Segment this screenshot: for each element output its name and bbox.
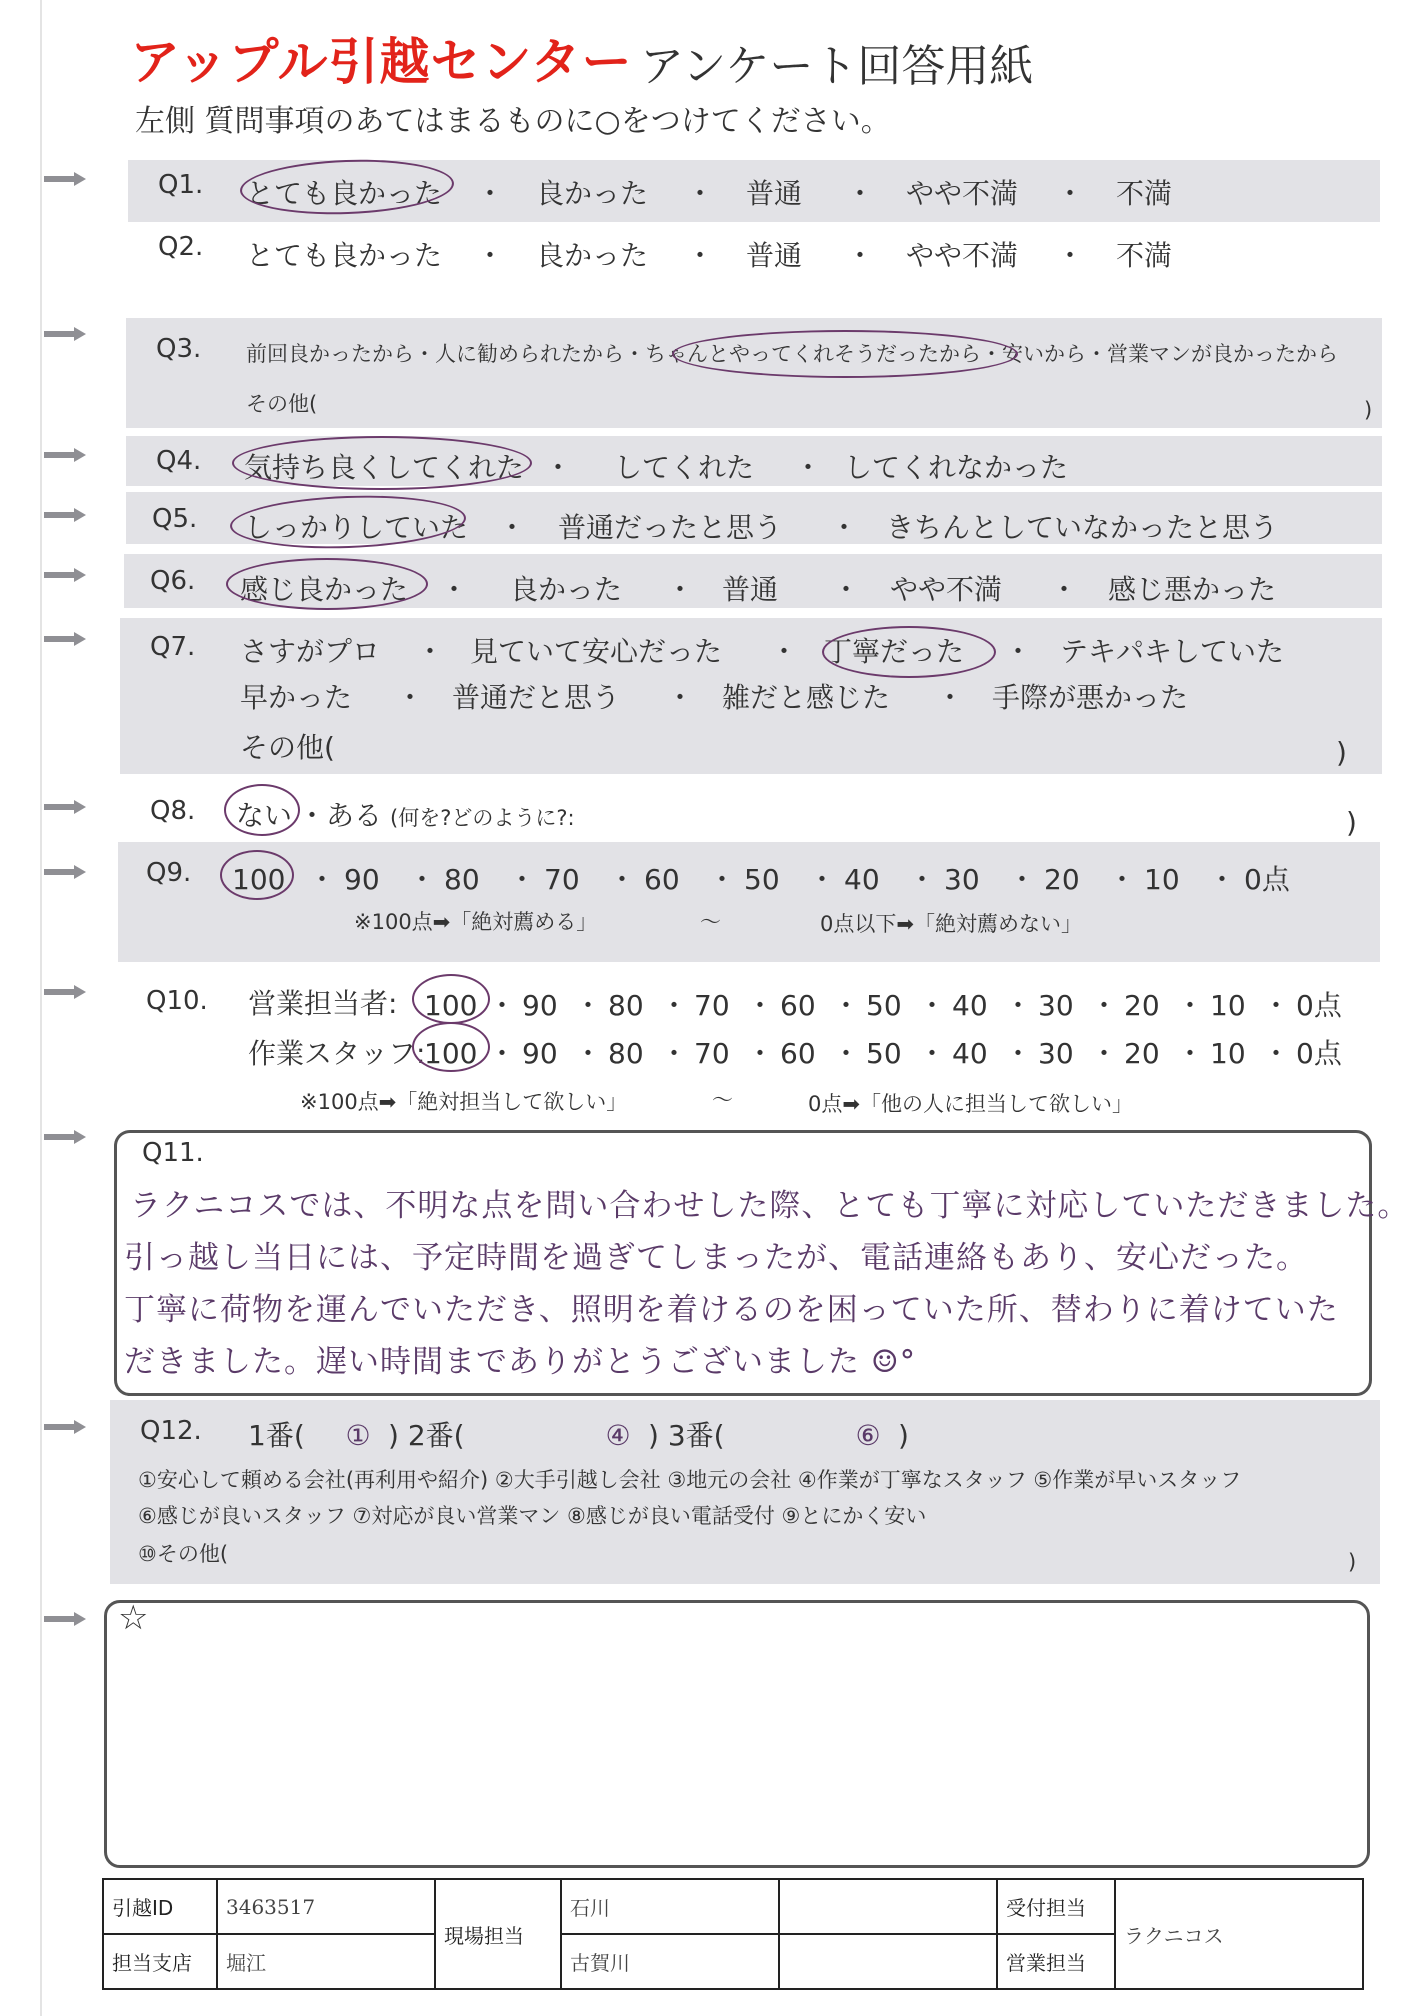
q7-selected-circle bbox=[822, 626, 996, 678]
row-arrow-icon bbox=[44, 172, 88, 186]
branch-label: 担当支店 bbox=[103, 1934, 217, 1989]
q9-score[interactable]: 10 bbox=[1144, 863, 1180, 896]
q4-opt[interactable]: してくれなかった bbox=[844, 451, 1069, 484]
staff-name-value: ラクニコス bbox=[1115, 1879, 1363, 1989]
q9-scores: 100 ・ 90 ・ 80 ・ 70 ・ 60 ・ 50 ・ 40 ・ 30 ・ 20 ・ 10 ・ 0点 bbox=[232, 858, 1290, 898]
q10-sales-score[interactable]: 80 bbox=[608, 989, 644, 1022]
row-arrow-icon bbox=[44, 568, 88, 582]
q2-opt[interactable]: 良かった bbox=[536, 239, 649, 272]
q12-rank-2-value[interactable]: ④ bbox=[605, 1419, 631, 1452]
q6-label: Q6. bbox=[150, 566, 196, 596]
q10-note-left: ※100点➡「絶対担当して欲しい」 bbox=[300, 1090, 628, 1114]
q4-label: Q4. bbox=[156, 446, 202, 476]
q7-opt[interactable]: 丁寧だった bbox=[824, 635, 965, 668]
row-arrow-icon bbox=[44, 1612, 88, 1626]
q3-options[interactable]: 前回良かったから・人に勧められたから・ちゃんとやってくれそうだったから・安いから・営業マンが良かったから bbox=[246, 342, 1338, 366]
q10-staff-selected-circle bbox=[412, 1022, 490, 1072]
q10-staff-score[interactable]: 10 bbox=[1210, 1037, 1246, 1070]
q10-sales-score[interactable]: 10 bbox=[1210, 989, 1246, 1022]
q10-staff-score[interactable]: 40 bbox=[952, 1037, 988, 1070]
q8-hint: (何を?どのように?: bbox=[390, 806, 575, 830]
q9-score[interactable]: 20 bbox=[1044, 863, 1080, 896]
q7-opt[interactable]: 早かった bbox=[240, 681, 353, 714]
row-arrow-icon bbox=[44, 448, 88, 462]
q11-answer-line: 丁寧に荷物を運んでいただき、照明を着けるのを困っていた所、替わりに着けていた bbox=[124, 1292, 1339, 1328]
q8-opt-none[interactable]: ない bbox=[236, 799, 293, 832]
star-icon: ☆ bbox=[118, 1598, 149, 1638]
q5-options: しっかりしていた ・ 普通だったと思う ・ きちんとしていなかったと思う bbox=[244, 506, 1278, 546]
q2-opt[interactable]: やや不満 bbox=[906, 239, 1019, 272]
q12-choices-close: ) bbox=[1348, 1550, 1357, 1574]
q5-label: Q5. bbox=[152, 504, 198, 534]
q8-options: ない ・ある (何を?どのように?: bbox=[236, 794, 575, 834]
q10-staff-score[interactable]: 60 bbox=[780, 1037, 816, 1070]
empty-cell bbox=[779, 1934, 997, 1989]
q9-score[interactable]: 0点 bbox=[1244, 863, 1290, 896]
q3-other-close: ) bbox=[1364, 398, 1373, 422]
q10-sales-score[interactable]: 40 bbox=[952, 989, 988, 1022]
row-arrow-icon bbox=[44, 508, 88, 522]
q1-opt[interactable]: 不満 bbox=[1116, 177, 1173, 210]
q10-staff-scores: 100 ・ 90 ・ 80 ・ 70 ・ 60 ・ 50 ・ 40 ・ 30 ・ 20 ・ 10 ・ 0点 bbox=[424, 1032, 1342, 1072]
q3-other[interactable]: その他( bbox=[246, 392, 318, 416]
q6-opt[interactable]: 感じ悪かった bbox=[1108, 573, 1277, 606]
q7-other-close: ) bbox=[1336, 736, 1347, 769]
q11-answer-line: 引っ越し当日には、予定時間を過ぎてしまったが、電話連絡もあり、安心だった。 bbox=[124, 1240, 1308, 1276]
site-staff-label: 現場担当 bbox=[435, 1879, 561, 1989]
q7-label: Q7. bbox=[150, 632, 196, 662]
q9-score[interactable]: 50 bbox=[744, 863, 780, 896]
site-staff-value-2: 古賀川 bbox=[561, 1934, 779, 1989]
q7-opt[interactable]: 普通だと思う bbox=[452, 681, 621, 714]
q10-sales-score[interactable]: 70 bbox=[694, 989, 730, 1022]
q3-selected-circle bbox=[672, 330, 1018, 378]
q9-score[interactable]: 60 bbox=[644, 863, 680, 896]
page-edge-line bbox=[40, 0, 42, 2016]
q6-opt[interactable]: 感じ良かった bbox=[240, 573, 409, 606]
q1-opt[interactable]: 普通 bbox=[746, 177, 803, 210]
q9-note-left: ※100点➡「絶対薦める」 bbox=[354, 910, 598, 934]
row-arrow-icon bbox=[44, 632, 88, 646]
q6-opt[interactable]: やや不満 bbox=[890, 573, 1003, 606]
q1-opt[interactable]: やや不満 bbox=[906, 177, 1019, 210]
q10-sales-score[interactable]: 20 bbox=[1124, 989, 1160, 1022]
q11-label: Q11. bbox=[142, 1138, 204, 1168]
q3-label: Q3. bbox=[156, 334, 202, 364]
q5-opt[interactable]: しっかりしていた bbox=[244, 511, 469, 544]
company-title: アップル引越センター bbox=[130, 33, 633, 91]
q7-opt[interactable]: 見ていて安心だった bbox=[470, 635, 723, 668]
q7-opt[interactable]: 雑だと感じた bbox=[722, 681, 891, 714]
comment-box[interactable] bbox=[104, 1600, 1370, 1868]
q6-selected-circle bbox=[226, 558, 428, 610]
q12-label: Q12. bbox=[140, 1416, 202, 1446]
q9-score[interactable]: 90 bbox=[344, 863, 380, 896]
q8-selected-circle bbox=[224, 784, 300, 836]
q10-sales-score[interactable]: 60 bbox=[780, 989, 816, 1022]
q7-options-row2: 早かった ・ 普通だと思う ・ 雑だと感じた ・ 手際が悪かった bbox=[240, 676, 1188, 716]
q1-opt[interactable]: とても良かった bbox=[246, 177, 443, 210]
q10-sales-score[interactable]: 50 bbox=[866, 989, 902, 1022]
q2-label: Q2. bbox=[158, 232, 204, 262]
q10-staff-label: 作業スタッフ: bbox=[248, 1037, 426, 1070]
q7-opt[interactable]: さすがプロ bbox=[240, 635, 381, 668]
q9-score[interactable]: 40 bbox=[844, 863, 880, 896]
q10-sales-selected-circle bbox=[412, 974, 490, 1024]
q2-opt[interactable]: 不満 bbox=[1116, 239, 1173, 272]
q9-score[interactable]: 80 bbox=[444, 863, 480, 896]
q4-opt[interactable]: してくれた bbox=[614, 451, 755, 484]
q8-opt-some[interactable]: ある bbox=[326, 799, 383, 832]
q10-sales-score[interactable]: 30 bbox=[1038, 989, 1074, 1022]
form-title: アンケート回答用紙 bbox=[640, 41, 1034, 92]
q10-label: Q10. bbox=[146, 986, 208, 1016]
q4-opt[interactable]: 気持ち良くしてくれた bbox=[244, 451, 525, 484]
move-id-value: 3463517 bbox=[217, 1879, 435, 1934]
q9-note-right: 0点以下➡「絶対薦めない」 bbox=[820, 912, 1082, 936]
q10-staff-score[interactable]: 20 bbox=[1124, 1037, 1160, 1070]
q5-opt[interactable]: きちんとしていなかったと思う bbox=[886, 511, 1279, 544]
q11-answer-line: ラクニコスでは、不明な点を問い合わせした際、とても丁寧に対応していただきました。 bbox=[130, 1188, 1410, 1224]
q10-note-tilde: ～ bbox=[712, 1088, 733, 1112]
q5-opt[interactable]: 普通だったと思う bbox=[558, 511, 783, 544]
q10-staff-score[interactable]: 90 bbox=[522, 1037, 558, 1070]
q7-opt[interactable]: 手際が悪かった bbox=[992, 681, 1189, 714]
q2-options: とても良かった ・ 良かった ・ 普通 ・ やや不満 ・ 不満 bbox=[246, 234, 1172, 274]
q8-close: ) bbox=[1346, 806, 1357, 839]
q10-staff-score[interactable]: 70 bbox=[694, 1037, 730, 1070]
row-arrow-icon bbox=[44, 800, 88, 814]
sales-staff-label: 営業担当 bbox=[997, 1934, 1115, 1989]
q12-choices-row1: ①安心して頼める会社(再利用や紹介) ②大手引越し会社 ③地元の会社 ④作業が丁寧なスタッフ ⑤作業が早いスタッフ bbox=[138, 1468, 1242, 1492]
q7-opt[interactable]: テキパキしていた bbox=[1060, 635, 1285, 668]
row-arrow-icon bbox=[44, 1130, 88, 1144]
q10-sales-scores: 100 ・ 90 ・ 80 ・ 70 ・ 60 ・ 50 ・ 40 ・ 30 ・ 20 ・ 10 ・ 0点 bbox=[424, 984, 1342, 1024]
q6-opt[interactable]: 普通 bbox=[722, 573, 779, 606]
q10-staff-score[interactable]: 80 bbox=[608, 1037, 644, 1070]
q9-score[interactable]: 100 bbox=[232, 863, 286, 896]
q9-note-tilde: ～ bbox=[700, 910, 721, 934]
row-arrow-icon bbox=[44, 1420, 88, 1434]
move-id-label: 引越ID bbox=[103, 1879, 217, 1934]
q6-options: 感じ良かった ・ 良かった ・ 普通 ・ やや不満 ・ 感じ悪かった bbox=[240, 568, 1276, 608]
q4-selected-circle bbox=[232, 436, 532, 490]
q10-sales-label: 営業担当者: bbox=[248, 987, 398, 1020]
q1-options: とても良かった ・ 良かった ・ 普通 ・ やや不満 ・ 不満 bbox=[246, 172, 1172, 212]
q10-sales-score[interactable]: 0点 bbox=[1296, 989, 1342, 1022]
q10-staff-score[interactable]: 50 bbox=[866, 1037, 902, 1070]
q7-other[interactable]: その他( bbox=[240, 731, 335, 764]
q11-answer-line: だきました。遅い時間までありがとうございました ☺° bbox=[124, 1344, 917, 1380]
q9-score[interactable]: 70 bbox=[544, 863, 580, 896]
q10-staff-score[interactable]: 0点 bbox=[1296, 1037, 1342, 1070]
site-staff-value-1: 石川 bbox=[561, 1879, 779, 1934]
q12-ranking: 1番( ① ) 2番( ④ ) 3番( ⑥ ) bbox=[248, 1419, 909, 1452]
q12-rank-3-value[interactable]: ⑥ bbox=[855, 1419, 881, 1452]
q9-score[interactable]: 30 bbox=[944, 863, 980, 896]
q10-sales-score[interactable]: 90 bbox=[522, 989, 558, 1022]
reception-label: 受付担当 bbox=[997, 1879, 1115, 1934]
row-arrow-icon bbox=[44, 985, 88, 999]
q10-note-right: 0点➡「他の人に担当して欲しい」 bbox=[808, 1092, 1133, 1116]
empty-cell bbox=[779, 1879, 997, 1934]
q4-options: 気持ち良くしてくれた ・ してくれた ・ してくれなかった bbox=[244, 446, 1068, 486]
q6-opt[interactable]: 良かった bbox=[510, 573, 623, 606]
q10-staff-score[interactable]: 100 bbox=[424, 1037, 478, 1070]
q1-opt[interactable]: 良かった bbox=[536, 177, 649, 210]
q2-opt[interactable]: 普通 bbox=[746, 239, 803, 272]
q10-staff-score[interactable]: 30 bbox=[1038, 1037, 1074, 1070]
row-arrow-icon bbox=[44, 865, 88, 879]
q7-options-row1: さすがプロ ・ 見ていて安心だった ・ 丁寧だった ・ テキパキしていた bbox=[240, 630, 1284, 670]
q12-rank-1-value[interactable]: ① bbox=[345, 1419, 371, 1452]
q9-selected-circle bbox=[220, 850, 294, 900]
branch-value: 堀江 bbox=[217, 1934, 435, 1989]
staff-info-table bbox=[102, 1878, 1364, 1990]
row-arrow-icon bbox=[44, 327, 88, 341]
q2-opt[interactable]: とても良かった bbox=[246, 239, 443, 272]
q12-choices-row2: ⑥感じが良いスタッフ ⑦対応が良い営業マン ⑧感じが良い電話受付 ⑨とにかく安い bbox=[138, 1504, 927, 1528]
instruction-text: 左側 質問事項のあてはまるものに○をつけてください。 bbox=[135, 104, 891, 139]
q1-label: Q1. bbox=[158, 170, 204, 200]
q9-label: Q9. bbox=[146, 858, 192, 888]
q10-sales-score[interactable]: 100 bbox=[424, 989, 478, 1022]
q12-choices-row3: ⑩その他( bbox=[138, 1542, 229, 1566]
q8-label: Q8. bbox=[150, 796, 196, 826]
